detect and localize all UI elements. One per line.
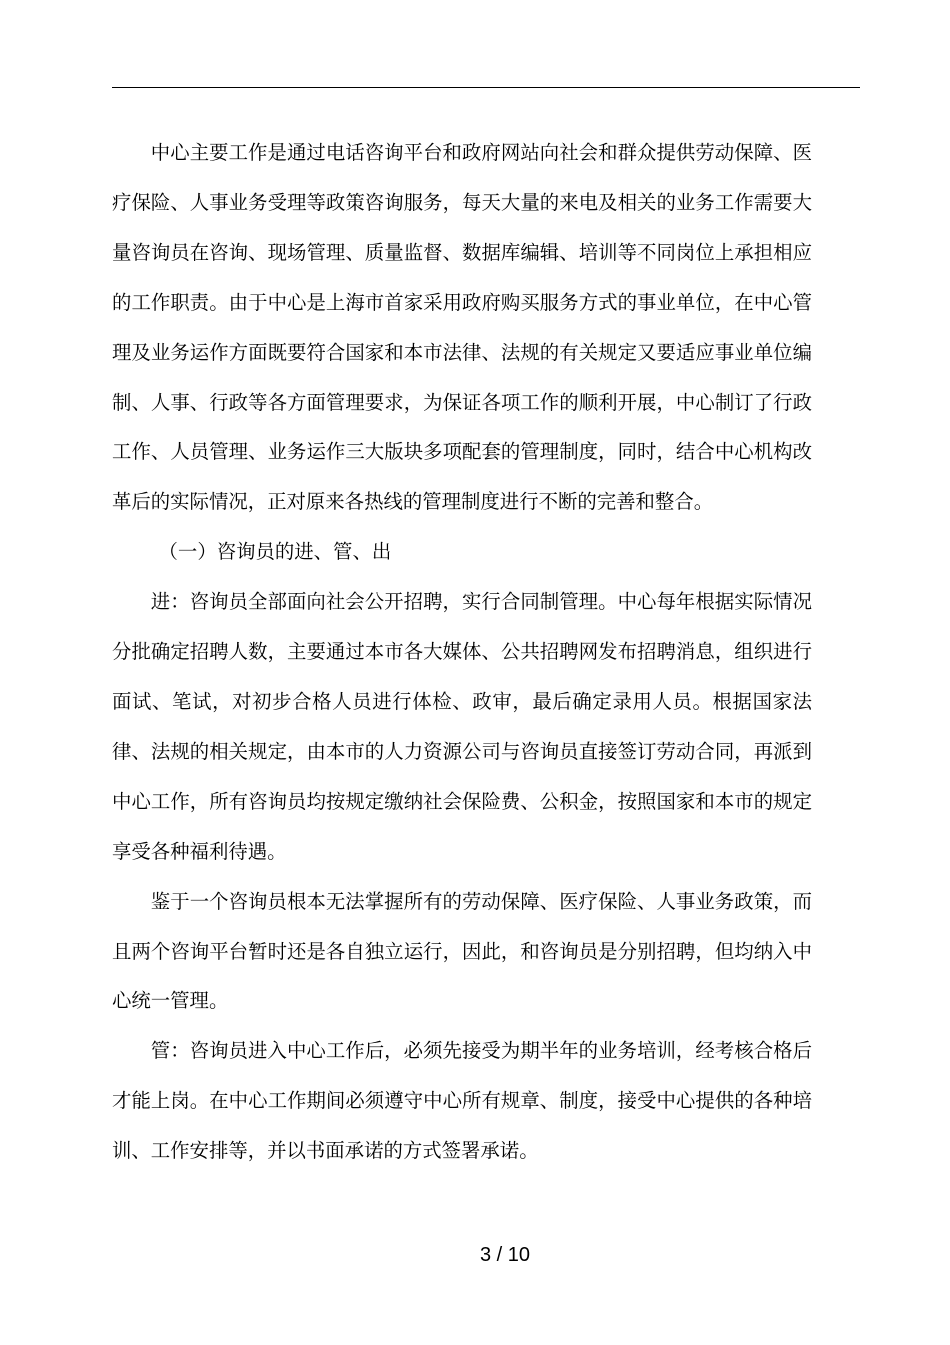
document-body — [112, 128, 812, 1176]
paragraph-management: 管：咨询员进入中心工作后，必须先接受为期半年的业务培训，经考核合格后才能上岗。在中心工作期间必须遵守中心所有规章、制度，接受中心提供的各种培训、工作安排等，并以书面承诺的方式签署承诺。 — [112, 1039, 812, 1163]
paragraph-separate-recruitment: 鉴于一个咨询员根本无法掌握所有的劳动保障、医疗保险、人事业务政策，而且两个咨询平台暂时还是各自独立运行，因此，和咨询员是分别招聘，但均纳入中心统一管理。 — [112, 889, 812, 1013]
paragraph-recruitment: 进：咨询员全部面向社会公开招聘，实行合同制管理。中心每年根据实际情况分批确定招聘人数，主要通过本市各大媒体、公共招聘网发布招聘消息，组织进行面试、笔试，对初步合格人员进行体检、政审，最后确定录用人员。根据国家法律、法规的相关规定，由本市的人力资源公司与咨询员直接签订劳动合同，再派到中心工作，所有咨询员均按规定缴纳社会保险费、公积金，按照国家和本市的规定享受各种福利待遇。 — [112, 590, 812, 863]
section-heading-consultant-management: （一）咨询员的进、管、出 — [158, 540, 392, 564]
header-rule — [112, 87, 860, 88]
paragraph-center-overview: 中心主要工作是通过电话咨询平台和政府网站向社会和群众提供劳动保障、医疗保险、人事业务受理等政策咨询服务，每天大量的来电及相关的业务工作需要大量咨询员在咨询、现场管理、质量监督、数据库编辑、培训等不同岗位上承担相应的工作职责。由于中心是上海市首家采用政府购买服务方式的事业单位，在中心管理及业务运作方面既要符合国家和本市法律、法规的有关规定又要适应事业单位编制、人事、行政等各方面管理要求，为保证各项工作的顺利开展，中心制订了行政工作、人员管理、业务运作三大版块多项配套的管理制度，同时，结合中心机构改革后的实际情况，正对原来各热线的管理制度进行不断的完善和整合。 — [112, 141, 812, 514]
page-number: 3 / 10 — [479, 1244, 531, 1266]
